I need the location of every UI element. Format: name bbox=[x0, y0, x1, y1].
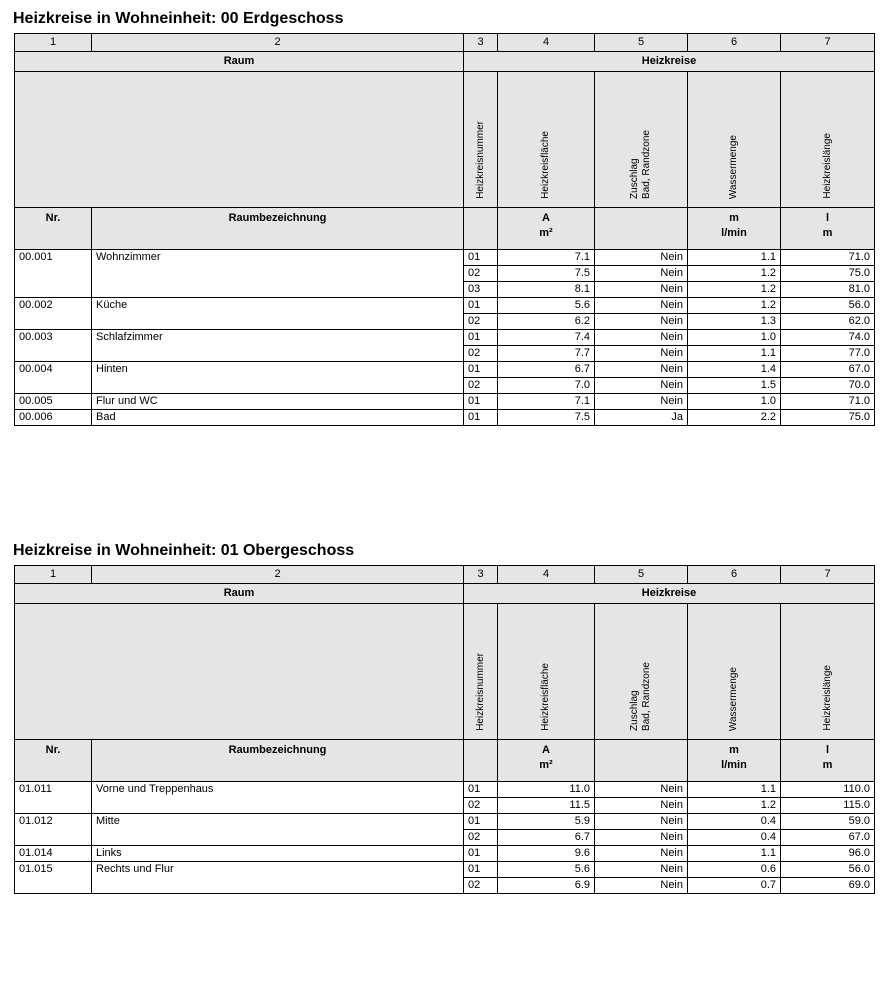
column-number: 7 bbox=[781, 34, 875, 52]
table-row bbox=[15, 394, 875, 410]
circuit-length-cell: 70.0 bbox=[781, 378, 875, 394]
room-name-header: Raumbezeichnung bbox=[92, 208, 464, 250]
circuit-length-cell: 71.0 bbox=[781, 250, 875, 266]
unit-symbol: l bbox=[825, 744, 830, 756]
room-number-cell: 01.012 bbox=[15, 814, 92, 830]
water-flow-cell: 1.1 bbox=[688, 782, 781, 798]
unit-header-empty bbox=[595, 740, 688, 782]
circuit-length-cell: 115.0 bbox=[781, 798, 875, 814]
group-header-room: Raum bbox=[15, 52, 464, 72]
column-number: 4 bbox=[498, 34, 595, 52]
circuit-area-cell: 11.0 bbox=[498, 782, 595, 798]
circuit-area-cell: 6.2 bbox=[498, 314, 595, 330]
room-number-cell bbox=[15, 878, 92, 894]
vertical-header-row bbox=[15, 72, 875, 208]
unit-label: l/min bbox=[721, 759, 747, 771]
table-row bbox=[15, 862, 875, 878]
water-flow-cell: 0.7 bbox=[688, 878, 781, 894]
circuit-length-cell: 81.0 bbox=[781, 282, 875, 298]
circuit-area-cell: 7.7 bbox=[498, 346, 595, 362]
surcharge-cell: Nein bbox=[595, 862, 688, 878]
column-number: 4 bbox=[498, 566, 595, 584]
vertical-header-cell bbox=[688, 72, 781, 208]
surcharge-cell: Nein bbox=[595, 394, 688, 410]
vertical-header-label: Heizkreislänge bbox=[821, 665, 833, 731]
vertical-header-cell bbox=[464, 72, 498, 208]
room-number-cell bbox=[15, 798, 92, 814]
room-number-cell: 01.014 bbox=[15, 846, 92, 862]
circuit-length-cell: 110.0 bbox=[781, 782, 875, 798]
circuit-area-cell: 7.1 bbox=[498, 394, 595, 410]
circuit-area-cell: 7.4 bbox=[498, 330, 595, 346]
table-row bbox=[15, 314, 875, 330]
unit-header-empty bbox=[464, 208, 498, 250]
room-number-cell: 00.002 bbox=[15, 298, 92, 314]
room-number-cell bbox=[15, 378, 92, 394]
surcharge-cell: Nein bbox=[595, 814, 688, 830]
circuit-length-cell: 62.0 bbox=[781, 314, 875, 330]
column-number: 3 bbox=[464, 566, 498, 584]
surcharge-cell: Nein bbox=[595, 782, 688, 798]
water-flow-cell: 1.5 bbox=[688, 378, 781, 394]
room-number-cell: 00.003 bbox=[15, 330, 92, 346]
water-flow-cell: 1.0 bbox=[688, 394, 781, 410]
section-title-erdgeschoss: Heizkreise in Wohneinheit: 00 Erdgeschoss bbox=[13, 10, 344, 27]
table-row bbox=[15, 410, 875, 426]
circuit-length-cell: 56.0 bbox=[781, 862, 875, 878]
surcharge-cell: Nein bbox=[595, 830, 688, 846]
room-name-cell: Küche bbox=[92, 298, 464, 314]
water-flow-cell: 1.0 bbox=[688, 330, 781, 346]
circuit-area-cell: 5.6 bbox=[498, 862, 595, 878]
column-number: 2 bbox=[92, 34, 464, 52]
vertical-header-cell bbox=[498, 604, 595, 740]
surcharge-cell: Nein bbox=[595, 282, 688, 298]
table-row bbox=[15, 782, 875, 798]
column-number: 5 bbox=[595, 34, 688, 52]
room-number-cell: 01.015 bbox=[15, 862, 92, 878]
table-row bbox=[15, 298, 875, 314]
circuit-length-cell: 56.0 bbox=[781, 298, 875, 314]
surcharge-cell: Nein bbox=[595, 362, 688, 378]
circuit-length-cell: 67.0 bbox=[781, 362, 875, 378]
vertical-header-label: Heizkreisfläche bbox=[540, 663, 551, 731]
unit-symbol: A bbox=[542, 744, 550, 756]
header-spacer bbox=[15, 604, 464, 740]
circuit-length-cell: 69.0 bbox=[781, 878, 875, 894]
circuit-area-cell: 7.1 bbox=[498, 250, 595, 266]
circuit-area-cell: 11.5 bbox=[498, 798, 595, 814]
table-row bbox=[15, 346, 875, 362]
unit-label: l/min bbox=[721, 227, 747, 239]
circuit-number-cell: 02 bbox=[464, 266, 498, 282]
column-number: 5 bbox=[595, 566, 688, 584]
surcharge-cell: Nein bbox=[595, 314, 688, 330]
circuit-length-cell: 77.0 bbox=[781, 346, 875, 362]
column-number: 6 bbox=[688, 34, 781, 52]
room-number-cell bbox=[15, 346, 92, 362]
room-name-cell: Links bbox=[92, 846, 464, 862]
circuit-area-cell: 6.7 bbox=[498, 362, 595, 378]
circuit-length-cell: 59.0 bbox=[781, 814, 875, 830]
room-name-cell bbox=[92, 378, 464, 394]
vertical-header-cell bbox=[781, 72, 875, 208]
room-number-cell: 00.006 bbox=[15, 410, 92, 426]
circuit-number-cell: 01 bbox=[464, 298, 498, 314]
vertical-header-cell bbox=[464, 604, 498, 740]
unit-header-cell bbox=[498, 208, 595, 250]
water-flow-cell: 1.1 bbox=[688, 846, 781, 862]
unit-header-row bbox=[15, 208, 875, 250]
room-name-cell: Wohnzimmer bbox=[92, 250, 464, 266]
room-name-cell bbox=[92, 830, 464, 846]
unit-header-empty bbox=[464, 740, 498, 782]
column-number: 2 bbox=[92, 566, 464, 584]
room-name-cell: Rechts und Flur bbox=[92, 862, 464, 878]
water-flow-cell: 0.4 bbox=[688, 814, 781, 830]
surcharge-cell: Nein bbox=[595, 250, 688, 266]
unit-symbol: m bbox=[729, 744, 739, 756]
circuit-length-cell: 71.0 bbox=[781, 394, 875, 410]
room-name-cell: Schlafzimmer bbox=[92, 330, 464, 346]
room-number-cell: 00.005 bbox=[15, 394, 92, 410]
circuit-area-cell: 8.1 bbox=[498, 282, 595, 298]
group-header-room: Raum bbox=[15, 584, 464, 604]
water-flow-cell: 1.2 bbox=[688, 282, 781, 298]
circuit-number-cell: 01 bbox=[464, 250, 498, 266]
circuit-number-cell: 01 bbox=[464, 846, 498, 862]
circuit-area-cell: 7.5 bbox=[498, 410, 595, 426]
circuit-number-cell: 02 bbox=[464, 798, 498, 814]
room-number-cell bbox=[15, 266, 92, 282]
room-name-cell bbox=[92, 282, 464, 298]
table-row bbox=[15, 830, 875, 846]
unit-symbol: l bbox=[825, 212, 830, 224]
room-number-cell bbox=[15, 282, 92, 298]
unit-header-row bbox=[15, 740, 875, 782]
circuit-number-cell: 02 bbox=[464, 830, 498, 846]
vertical-header-cell bbox=[498, 72, 595, 208]
table-row bbox=[15, 878, 875, 894]
unit-label: m bbox=[822, 227, 833, 239]
column-number: 3 bbox=[464, 34, 498, 52]
header-spacer bbox=[15, 72, 464, 208]
circuit-number-cell: 02 bbox=[464, 878, 498, 894]
column-number-row bbox=[15, 566, 875, 584]
room-name-cell bbox=[92, 314, 464, 330]
water-flow-cell: 1.3 bbox=[688, 314, 781, 330]
heating-circuits-table-obergeschoss bbox=[14, 565, 875, 894]
surcharge-cell: Nein bbox=[595, 298, 688, 314]
vertical-header-cell bbox=[688, 604, 781, 740]
vertical-header-label: Wassermenge bbox=[728, 666, 739, 731]
nr-header: Nr. bbox=[15, 740, 92, 782]
water-flow-cell: 1.1 bbox=[688, 250, 781, 266]
circuit-length-cell: 67.0 bbox=[781, 830, 875, 846]
vertical-header-label: Heizkreisfläche bbox=[540, 131, 551, 199]
vertical-header-cell bbox=[595, 72, 688, 208]
room-name-cell bbox=[92, 266, 464, 282]
surcharge-cell: Nein bbox=[595, 330, 688, 346]
unit-header-empty bbox=[595, 208, 688, 250]
unit-header-cell bbox=[688, 208, 781, 250]
unit-label: m bbox=[822, 759, 833, 771]
circuit-number-cell: 02 bbox=[464, 346, 498, 362]
room-name-cell: Mitte bbox=[92, 814, 464, 830]
circuit-area-cell: 7.0 bbox=[498, 378, 595, 394]
surcharge-cell: Nein bbox=[595, 266, 688, 282]
circuit-area-cell: 7.5 bbox=[498, 266, 595, 282]
column-number: 7 bbox=[781, 566, 875, 584]
circuit-length-cell: 74.0 bbox=[781, 330, 875, 346]
column-number: 1 bbox=[15, 34, 92, 52]
heating-circuits-table-erdgeschoss bbox=[14, 33, 875, 426]
nr-header: Nr. bbox=[15, 208, 92, 250]
group-header-row bbox=[15, 584, 875, 604]
vertical-header-cell bbox=[781, 604, 875, 740]
room-name-cell: Hinten bbox=[92, 362, 464, 378]
unit-header-cell bbox=[781, 208, 875, 250]
unit-symbol: m bbox=[729, 212, 739, 224]
vertical-header-label: Heizkreisnummer bbox=[474, 653, 486, 731]
water-flow-cell: 1.1 bbox=[688, 346, 781, 362]
surcharge-cell: Nein bbox=[595, 878, 688, 894]
circuit-number-cell: 02 bbox=[464, 378, 498, 394]
group-header-circuits: Heizkreise bbox=[464, 52, 875, 72]
room-number-cell: 00.001 bbox=[15, 250, 92, 266]
surcharge-cell: Ja bbox=[595, 410, 688, 426]
circuit-number-cell: 02 bbox=[464, 314, 498, 330]
water-flow-cell: 2.2 bbox=[688, 410, 781, 426]
table-row bbox=[15, 266, 875, 282]
column-number-row bbox=[15, 34, 875, 52]
table-row bbox=[15, 814, 875, 830]
surcharge-cell: Nein bbox=[595, 378, 688, 394]
room-name-cell: Flur und WC bbox=[92, 394, 464, 410]
surcharge-cell: Nein bbox=[595, 346, 688, 362]
circuit-number-cell: 01 bbox=[464, 362, 498, 378]
section-title-obergeschoss: Heizkreise in Wohneinheit: 01 Obergeschoss bbox=[13, 542, 355, 559]
circuit-number-cell: 01 bbox=[464, 394, 498, 410]
room-name-cell bbox=[92, 346, 464, 362]
room-number-cell bbox=[15, 830, 92, 846]
table-row bbox=[15, 798, 875, 814]
circuit-number-cell: 01 bbox=[464, 862, 498, 878]
circuit-length-cell: 96.0 bbox=[781, 846, 875, 862]
water-flow-cell: 0.4 bbox=[688, 830, 781, 846]
room-number-cell: 01.011 bbox=[15, 782, 92, 798]
vertical-header-label: Zuschlag Bad, Randzone bbox=[629, 130, 652, 199]
circuit-number-cell: 03 bbox=[464, 282, 498, 298]
circuit-area-cell: 9.6 bbox=[498, 846, 595, 862]
table-row bbox=[15, 378, 875, 394]
column-number: 6 bbox=[688, 566, 781, 584]
room-name-cell: Bad bbox=[92, 410, 464, 426]
room-name-cell bbox=[92, 798, 464, 814]
room-name-cell: Vorne und Treppenhaus bbox=[92, 782, 464, 798]
circuit-number-cell: 01 bbox=[464, 330, 498, 346]
surcharge-cell: Nein bbox=[595, 798, 688, 814]
vertical-header-cell bbox=[595, 604, 688, 740]
table-row bbox=[15, 250, 875, 266]
group-header-circuits: Heizkreise bbox=[464, 584, 875, 604]
circuit-length-cell: 75.0 bbox=[781, 410, 875, 426]
surcharge-cell: Nein bbox=[595, 846, 688, 862]
table-row bbox=[15, 362, 875, 378]
group-header-row bbox=[15, 52, 875, 72]
vertical-header-row bbox=[15, 604, 875, 740]
unit-symbol: A bbox=[542, 212, 550, 224]
room-number-cell bbox=[15, 314, 92, 330]
table-row bbox=[15, 846, 875, 862]
circuit-area-cell: 6.7 bbox=[498, 830, 595, 846]
water-flow-cell: 0.6 bbox=[688, 862, 781, 878]
vertical-header-label: Heizkreisnummer bbox=[474, 121, 486, 199]
circuit-number-cell: 01 bbox=[464, 782, 498, 798]
water-flow-cell: 1.2 bbox=[688, 298, 781, 314]
unit-label: m² bbox=[539, 227, 553, 239]
water-flow-cell: 1.2 bbox=[688, 266, 781, 282]
unit-header-cell bbox=[498, 740, 595, 782]
vertical-header-label: Zuschlag Bad, Randzone bbox=[629, 662, 652, 731]
vertical-header-label: Wassermenge bbox=[728, 134, 739, 199]
circuit-area-cell: 5.6 bbox=[498, 298, 595, 314]
circuit-area-cell: 5.9 bbox=[498, 814, 595, 830]
table-row bbox=[15, 282, 875, 298]
table-row bbox=[15, 330, 875, 346]
circuit-number-cell: 01 bbox=[464, 814, 498, 830]
column-number: 1 bbox=[15, 566, 92, 584]
circuit-number-cell: 01 bbox=[464, 410, 498, 426]
unit-label: m² bbox=[539, 759, 553, 771]
water-flow-cell: 1.2 bbox=[688, 798, 781, 814]
circuit-length-cell: 75.0 bbox=[781, 266, 875, 282]
room-name-header: Raumbezeichnung bbox=[92, 740, 464, 782]
room-number-cell: 00.004 bbox=[15, 362, 92, 378]
room-name-cell bbox=[92, 878, 464, 894]
water-flow-cell: 1.4 bbox=[688, 362, 781, 378]
unit-header-cell bbox=[781, 740, 875, 782]
circuit-area-cell: 6.9 bbox=[498, 878, 595, 894]
unit-header-cell bbox=[688, 740, 781, 782]
vertical-header-label: Heizkreislänge bbox=[821, 133, 833, 199]
